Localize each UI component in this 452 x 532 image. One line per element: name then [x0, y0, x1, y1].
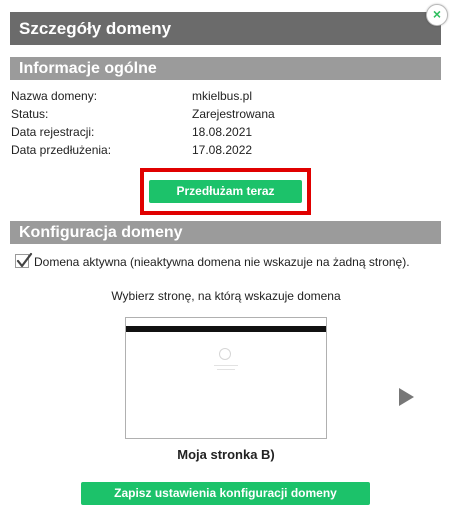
thumbnail-logo-icon — [219, 348, 231, 360]
renewal-date-label: Data przedłużenia: — [11, 143, 112, 157]
registration-date-label: Data rejestracji: — [11, 125, 95, 139]
thumbnail-text-line — [214, 365, 238, 366]
arrow-right-icon[interactable] — [399, 388, 414, 406]
status-label: Status: — [11, 107, 49, 121]
checkmark-icon — [15, 252, 33, 270]
status-value: Zarejestrowana — [192, 107, 275, 121]
domain-name-value: mkielbus.pl — [192, 89, 253, 103]
domain-name-label: Nazwa domeny: — [11, 89, 98, 103]
domain-active-label: Domena aktywna (nieaktywna domena nie wskazuje na żadną stronę). — [34, 255, 410, 269]
registration-date-value: 18.08.2021 — [192, 125, 253, 139]
renew-now-button[interactable]: Przedłużam teraz — [149, 180, 302, 203]
renewal-date-value: 17.08.2022 — [192, 143, 253, 157]
close-icon[interactable]: × — [426, 4, 448, 26]
choose-page-text: Wybierz stronę, na którą wskazuje domena — [111, 289, 341, 303]
domain-config-heading: Konfiguracja domeny — [10, 221, 441, 244]
page-thumbnail[interactable] — [125, 317, 327, 439]
selected-page-name: Moja stronka B) — [177, 447, 275, 462]
thumbnail-text-line — [217, 369, 235, 370]
thumbnail-header-bar — [126, 326, 326, 332]
save-config-button[interactable]: Zapisz ustawienia konfiguracji domeny — [81, 482, 370, 505]
dialog-title: Szczegóły domeny — [10, 12, 441, 45]
domain-active-checkbox[interactable] — [15, 254, 29, 268]
general-info-heading: Informacje ogólne — [10, 57, 441, 80]
